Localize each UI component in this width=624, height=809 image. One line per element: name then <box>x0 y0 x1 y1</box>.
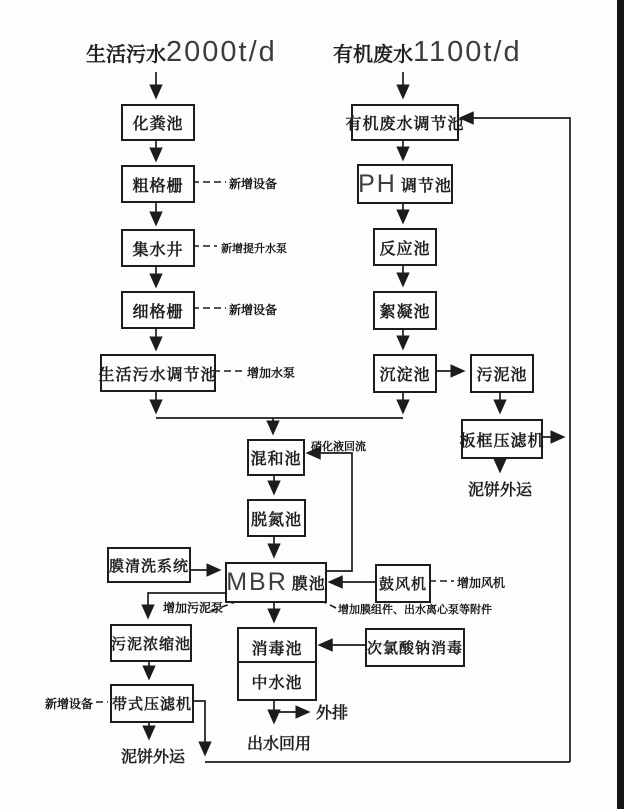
node-septic-tank: 化粪池 <box>121 104 195 141</box>
annotation-add-membrane-parts: 增加膜组件、出水离心泵等附件 <box>338 604 492 616</box>
label-external-discharge: 外排 <box>316 705 349 722</box>
node-mixing-tank: 混和池 <box>247 439 305 476</box>
ph-label-latin: PH <box>358 169 397 198</box>
annotation-add-fan: 增加风机 <box>457 576 506 590</box>
title-flowrate: 2000t/d <box>166 36 277 68</box>
title-flowrate: 1100t/d <box>413 36 522 68</box>
annotation-new-equipment-coarse-screen: 新增设备 <box>229 177 278 191</box>
annotation-add-water-pump: 增加水泵 <box>247 366 296 380</box>
node-sludge-tank: 污泥池 <box>470 354 534 393</box>
node-denitrification-tank: 脱氮池 <box>247 499 306 537</box>
node-reaction-tank: 反应池 <box>373 228 437 266</box>
node-ph-regulating-tank <box>357 164 453 204</box>
ph-label-cn: 调节池 <box>400 177 452 195</box>
source-title-organic-wastewater <box>333 36 522 69</box>
node-sludge-thickening-tank: 污泥浓缩池 <box>110 624 192 662</box>
source-title-domestic-sewage <box>86 36 277 69</box>
node-mbr-membrane-tank <box>225 562 327 603</box>
annotation-nitrified-liquid-return: 硝化液回流 <box>311 441 366 453</box>
node-membrane-cleaning-system: 膜清洗系统 <box>107 547 191 583</box>
label-effluent-reuse: 出水回用 <box>247 736 312 753</box>
node-disinfection-tank: 消毒池 <box>237 627 317 667</box>
node-flocculation-tank: 絮凝池 <box>373 291 437 330</box>
mbr-label-latin: MBR <box>226 568 288 596</box>
title-text: 有机废水 <box>333 44 413 66</box>
node-organic-regulating-tank: 有机废水调节池 <box>351 104 459 141</box>
node-coarse-screen: 粗格栅 <box>121 165 195 203</box>
node-blower: 鼓风机 <box>375 564 431 603</box>
node-reclaimed-water-tank: 中水池 <box>237 661 317 701</box>
mbr-label-cn: 膜池 <box>291 576 326 593</box>
node-collecting-well: 集水井 <box>121 229 195 267</box>
label-mud-cake-out-bottom: 泥饼外运 <box>121 749 186 766</box>
node-naclo-disinfection: 次氯酸钠消毒 <box>365 628 465 667</box>
node-sewage-regulating-tank: 生活污水调节池 <box>100 354 216 392</box>
node-plate-frame-filter-press: 板框压滤机 <box>461 419 543 459</box>
node-belt-filter-press: 带式压滤机 <box>110 684 194 723</box>
annotation-new-equipment-fine-screen: 新增设备 <box>229 303 278 317</box>
annotation-new-lift-pump: 新增提升水泵 <box>221 243 287 255</box>
annotation-new-equipment-belt-press: 新增设备 <box>45 697 94 711</box>
annotation-add-sludge-pump: 增加污泥泵 <box>163 601 224 615</box>
title-text: 生活污水 <box>86 44 166 66</box>
scan-edge-band <box>617 0 624 809</box>
label-mud-cake-out-right: 泥饼外运 <box>468 482 533 499</box>
node-fine-screen: 细格栅 <box>121 291 195 329</box>
node-sedimentation-tank: 沉淀池 <box>373 354 437 393</box>
